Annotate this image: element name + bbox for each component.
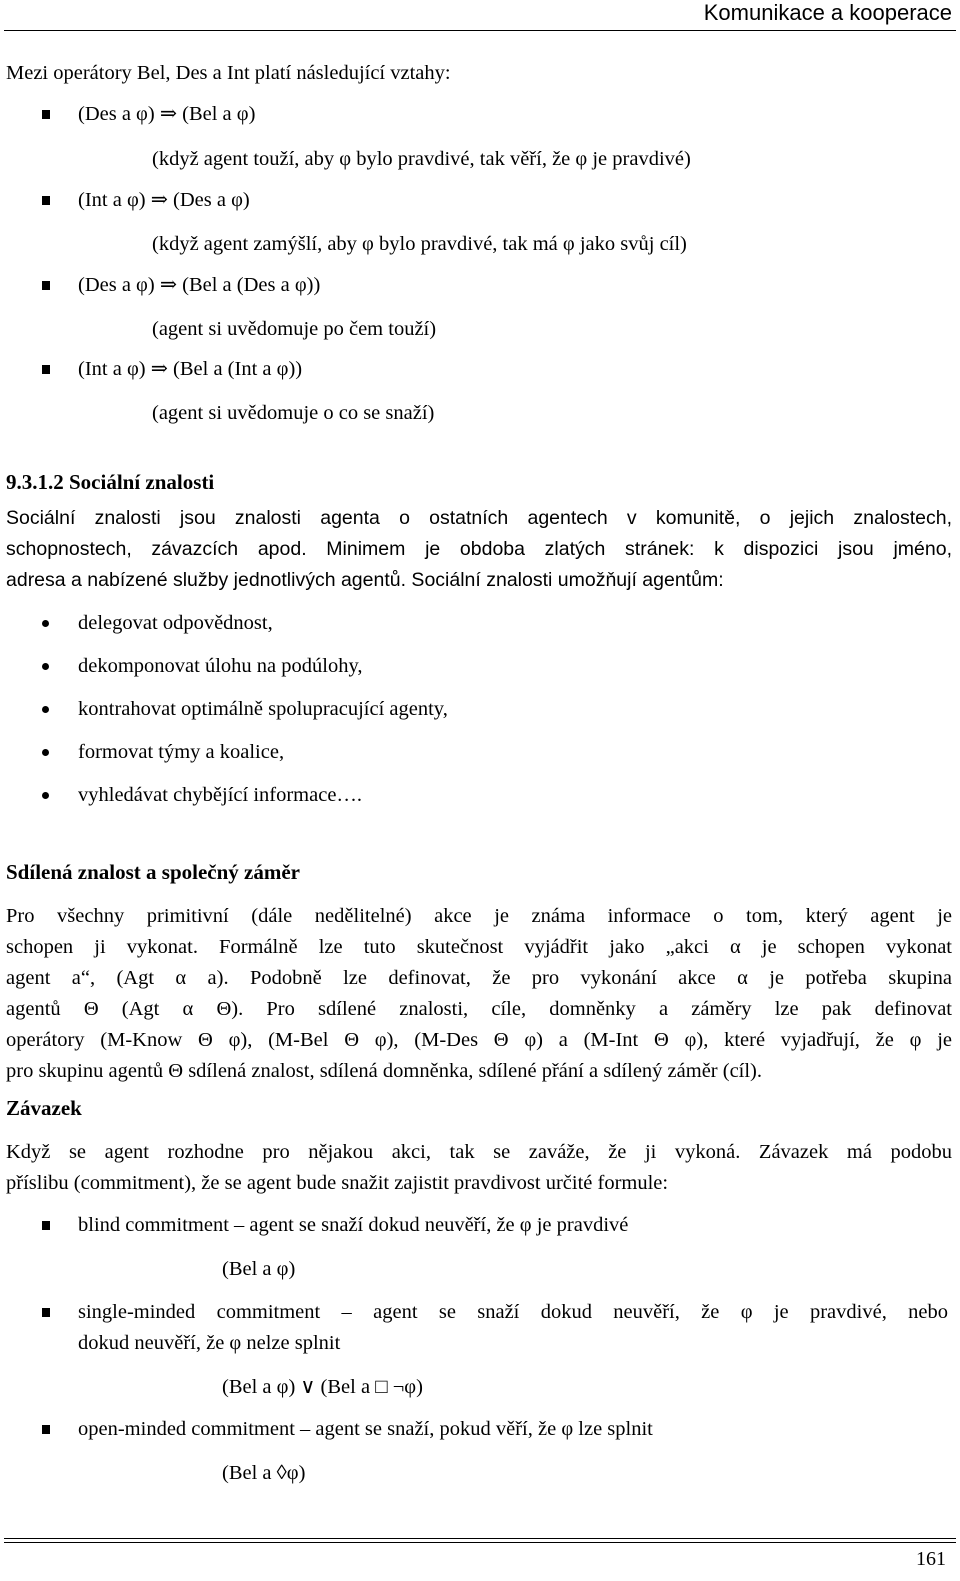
commitment-item: open-minded commitment – agent se snaží, pokud věří, že φ lze splnit — [78, 1418, 653, 1440]
paragraph-line: pro skupinu agentů Θ sdílená znalost, sdílená domněnka, sdílené přání a sdílený záměr (cíl). — [6, 1060, 763, 1082]
paragraph-line: schopnostech, závazcích apod. Minimem je obdoba zlatých stránek: k dispozici jsou jméno, — [6, 538, 952, 560]
section-heading: 9.3.1.2 Sociální znalosti — [6, 470, 215, 494]
relation-explanation: (agent si uvědomuje po čem touží) — [152, 318, 437, 340]
square-bullet-icon — [42, 365, 50, 374]
round-bullet-icon — [42, 792, 49, 799]
round-bullet-icon — [42, 663, 49, 670]
commitment-item: blind commitment – agent se snaží dokud neuvěří, že φ je pravdivé — [78, 1214, 629, 1236]
relation-formula: (Des a φ) ⇒ (Bel a φ) — [78, 103, 256, 125]
list-item: dekomponovat úlohu na podúlohy, — [78, 655, 363, 677]
paragraph-line: operátory (M-Know Θ φ), (M-Bel Θ φ), (M-Des Θ φ) a (M-Int Θ φ), které vyjadřují, že φ je — [6, 1029, 952, 1051]
shared-heading: Sdílená znalost a společný záměr — [6, 860, 300, 884]
square-bullet-icon — [42, 1425, 50, 1434]
page-number: 161 — [916, 1548, 946, 1570]
footer-divider-secondary — [4, 1542, 956, 1543]
commitment-heading: Závazek — [6, 1096, 82, 1120]
commitment-formula: (Bel a φ) — [222, 1258, 296, 1280]
list-item: formovat týmy a koalice, — [78, 741, 285, 763]
square-bullet-icon — [42, 110, 50, 119]
relation-explanation: (když agent zamýšlí, aby φ bylo pravdivé, tak má φ jako svůj cíl) — [152, 233, 687, 255]
paragraph-line: příslibu (commitment), že se agent bude snažit zajistit pravdivost určité formule: — [6, 1172, 669, 1194]
square-bullet-icon — [42, 1308, 50, 1317]
header-divider — [4, 30, 956, 31]
square-bullet-icon — [42, 1221, 50, 1230]
relation-formula: (Int a φ) ⇒ (Des a φ) — [78, 189, 250, 211]
commitment-formula: (Bel a ◊φ) — [222, 1462, 306, 1484]
relation-formula: (Int a φ) ⇒ (Bel a (Int a φ)) — [78, 358, 303, 380]
paragraph-line: agent a“, (Agt α a). Podobně lze definovat, že pro vykonání akce α je potřeba skupina — [6, 967, 952, 989]
paragraph-line: Sociální znalosti jsou znalosti agenta o ostatních agentech v komunitě, o jejich znalostech, — [6, 507, 952, 529]
list-item: vyhledávat chybějící informace…. — [78, 784, 363, 806]
round-bullet-icon — [42, 749, 49, 756]
footer-divider — [4, 1538, 956, 1539]
relation-formula: (Des a φ) ⇒ (Bel a (Des a φ)) — [78, 274, 321, 296]
list-item: kontrahovat optimálně spolupracující agenty, — [78, 698, 448, 720]
square-bullet-icon — [42, 281, 50, 290]
commitment-formula: (Bel a φ) ∨ (Bel a □ ¬φ) — [222, 1376, 423, 1398]
list-item: delegovat odpovědnost, — [78, 612, 273, 634]
commitment-item: single-minded commitment – agent se snaží dokud neuvěří, že φ je pravdivé, nebo — [78, 1301, 948, 1323]
square-bullet-icon — [42, 196, 50, 205]
relation-explanation: (agent si uvědomuje o co se snaží) — [152, 402, 435, 424]
relation-explanation: (když agent touží, aby φ bylo pravdivé, tak věří, že φ je pravdivé) — [152, 148, 691, 170]
paragraph-line: adresa a nabízené služby jednotlivých agentů. Sociální znalosti umožňují agentům: — [6, 569, 724, 591]
paragraph-line: agentů Θ (Agt α Θ). Pro sdílené znalosti, cíle, domněnky a záměry lze pak definovat — [6, 998, 952, 1020]
intro-text: Mezi operátory Bel, Des a Int platí následující vztahy: — [6, 62, 451, 84]
paragraph-line: Pro všechny primitivní (dále nedělitelné) akce je známa informace o tom, který agent je — [6, 905, 952, 927]
paragraph-line: schopen ji vykonat. Formálně lze tuto skutečnost vyjádřit jako „akci α je schopen vykonat — [6, 936, 952, 958]
round-bullet-icon — [42, 620, 49, 627]
running-header: Komunikace a kooperace — [703, 0, 952, 25]
commitment-item-continued: dokud neuvěří, že φ nelze splnit — [78, 1332, 341, 1354]
round-bullet-icon — [42, 706, 49, 713]
paragraph-line: Když se agent rozhodne pro nějakou akci, tak se zaváže, že ji vykoná. Závazek má podobu — [6, 1141, 952, 1163]
